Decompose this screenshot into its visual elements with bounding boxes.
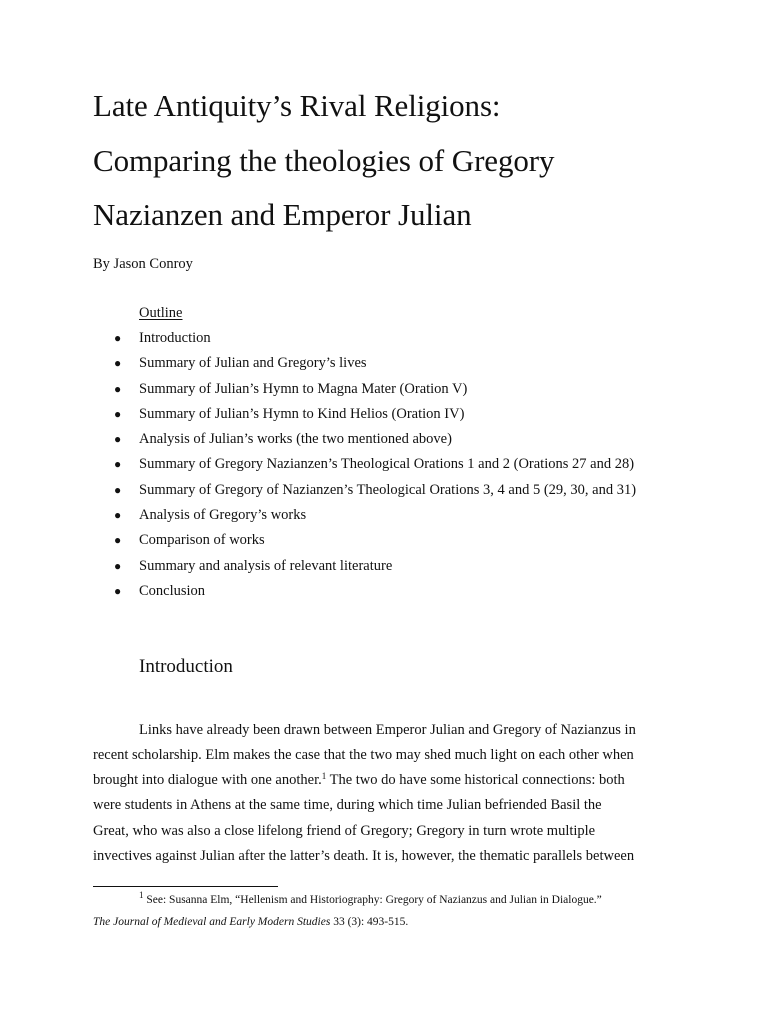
body-text: The two do have some historical connections: both: [326, 772, 625, 788]
footnote-line: [139, 890, 602, 908]
body-line: were students in Athens at the same time, during which time Julian befriended Basil the: [93, 797, 602, 813]
body-line: Great, who was also a close lifelong friend of Gregory; Gregory in turn wrote multiple: [93, 823, 596, 839]
outline-item-text: Summary and analysis of relevant literature: [139, 557, 393, 574]
bullet-icon: ●: [114, 558, 122, 573]
outline-item-text: Summary of Julian and Gregory’s lives: [139, 355, 367, 372]
body-line: invectives against Julian after the latter’s death. It is, however, the thematic parallels between: [93, 848, 635, 864]
bullet-icon: ●: [114, 432, 122, 447]
body-text: brought into dialogue with one another.: [93, 772, 322, 788]
outline-item-text: Conclusion: [139, 582, 206, 599]
body-line: [93, 771, 625, 789]
bullet-icon: ●: [114, 508, 122, 523]
bullet-icon: ●: [114, 457, 122, 472]
footnote-marker: 1: [139, 890, 144, 900]
bullet-icon: ●: [114, 331, 122, 345]
outline-item-text: Comparison of works: [139, 532, 265, 549]
footnote-reference[interactable]: 1: [321, 771, 327, 781]
outline-item-text: Summary of Julian’s Hymn to Kind Helios (Oration IV): [139, 405, 465, 422]
footnote-separator: [93, 886, 278, 887]
title-line-2: Comparing the theologies of Gregory: [93, 143, 555, 178]
outline-item-text: Analysis of Julian’s works (the two mentioned above): [139, 431, 452, 448]
bullet-icon: ●: [114, 381, 122, 396]
outline-heading: Outline: [139, 305, 183, 321]
footnote-line: [93, 915, 408, 930]
footnote-text: See: Susanna Elm, “Hellenism and Historiography: Gregory of Nazianzus and Julian in Dialogue.”: [143, 894, 602, 906]
title-line-1: Late Antiquity’s Rival Religions:: [93, 88, 501, 123]
author-byline: By Jason Conroy: [93, 256, 193, 272]
bullet-icon: ●: [114, 533, 122, 548]
footnote-citation: 33 (3): 493-515.: [330, 916, 409, 928]
introduction-heading: Introduction: [139, 656, 233, 677]
bullet-icon: ●: [114, 356, 122, 371]
title-line-3: Nazianzen and Emperor Julian: [93, 197, 472, 232]
bullet-icon: ●: [114, 583, 122, 598]
body-line: Links have already been drawn between Emperor Julian and Gregory of Nazianzus in: [139, 722, 636, 738]
outline-item-text: Introduction: [139, 330, 211, 346]
outline-item-text: Summary of Julian’s Hymn to Magna Mater (Oration V): [139, 380, 468, 397]
outline-item-text: Analysis of Gregory’s works: [139, 507, 307, 524]
bullet-icon: ●: [114, 482, 122, 497]
body-line: recent scholarship. Elm makes the case that the two may shed much light on each other when: [93, 747, 634, 763]
outline-item-text: Summary of Gregory of Nazianzen’s Theological Orations 3, 4 and 5 (29, 30, and 31): [139, 481, 637, 498]
footnote-journal: The Journal of Medieval and Early Modern Studies: [93, 916, 331, 928]
bullet-icon: ●: [114, 406, 122, 421]
outline-item-text: Summary of Gregory Nazianzen’s Theological Orations 1 and 2 (Orations 27 and 28): [139, 456, 635, 473]
